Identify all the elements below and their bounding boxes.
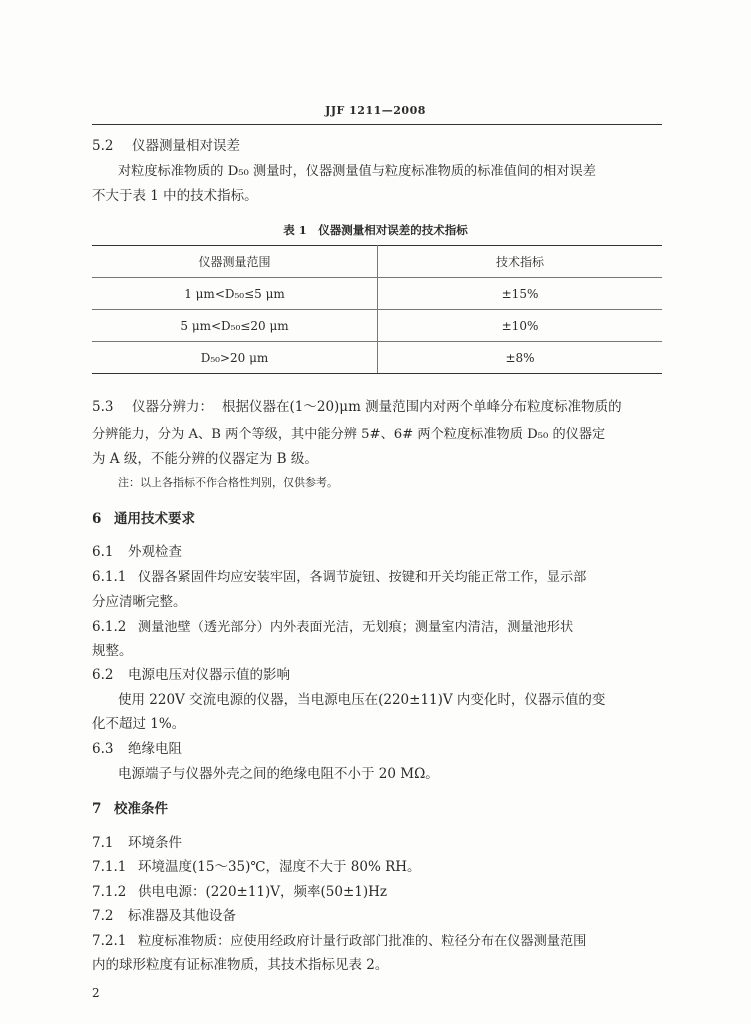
running-header: JJF 1211—2008 bbox=[325, 104, 426, 117]
section-6-1-title: 外观检查 bbox=[128, 544, 182, 560]
chapter-7-title: 校准条件 bbox=[114, 801, 168, 817]
table-1-caption: 表 1 仪器测量相对误差的技术指标 bbox=[283, 223, 468, 237]
section-7-2-1-number: 7.2.1 bbox=[92, 933, 127, 949]
table-cell-spec: ±8% bbox=[378, 342, 663, 374]
chapter-6-number: 6 bbox=[92, 511, 102, 527]
section-6-2-line1: 使用 220V 交流电源的仪器，当电源电压在(220±11)V 内变化时，仪器示值的变 bbox=[118, 692, 606, 708]
section-6-1-1-line2: 分应清晰完整。 bbox=[92, 594, 187, 610]
section-5-3-number: 5.3 bbox=[92, 399, 114, 415]
section-7-1-1-line1: 环境温度(15～35)℃，湿度不大于 80% RH。 bbox=[138, 859, 421, 875]
section-6-1-2-number: 6.1.2 bbox=[92, 619, 127, 635]
section-6-2-line2: 化不超过 1%。 bbox=[92, 716, 186, 732]
section-6-2-number: 6.2 bbox=[92, 667, 114, 683]
section-7-1-title: 环境条件 bbox=[128, 835, 182, 851]
header-rule bbox=[92, 124, 662, 125]
table-1 bbox=[92, 245, 662, 374]
page-number: 2 bbox=[92, 986, 100, 1000]
section-7-2-title: 标准器及其他设备 bbox=[128, 908, 236, 924]
section-6-2-title: 电源电压对仪器示值的影响 bbox=[128, 667, 290, 683]
section-6-1-number: 6.1 bbox=[92, 544, 114, 560]
section-5-3-line3: 为 A 级，不能分辨的仪器定为 B 级。 bbox=[92, 451, 318, 467]
section-5-2-number: 5.2 bbox=[92, 138, 114, 154]
table-row bbox=[92, 310, 662, 342]
section-6-3-title: 绝缘电阻 bbox=[128, 741, 182, 757]
section-6-1-1-number: 6.1.1 bbox=[92, 569, 127, 585]
section-5-2-line2: 不大于表 1 中的技术指标。 bbox=[92, 188, 258, 204]
section-7-1-1-number: 7.1.1 bbox=[92, 859, 127, 875]
table-row bbox=[92, 342, 662, 374]
section-6-1-2-line1: 测量池壁（透光部分）内外表面光洁，无划痕；测量室内清洁，测量池形状 bbox=[138, 620, 574, 635]
section-5-3-note: 注：以上各指标不作合格性判别，仅供参考。 bbox=[118, 476, 338, 489]
column-header-range: 仪器测量范围 bbox=[92, 246, 378, 278]
section-6-3-number: 6.3 bbox=[92, 741, 114, 757]
section-7-1-2-number: 7.1.2 bbox=[92, 884, 127, 900]
chapter-7-number: 7 bbox=[92, 801, 102, 817]
table-cell-spec: ±10% bbox=[378, 310, 663, 342]
table-cell-range: D₅₀>20 μm bbox=[92, 342, 378, 374]
section-7-1-2-line1: 供电电源：(220±11)V，频率(50±1)Hz bbox=[138, 884, 388, 900]
section-6-1-1-line1: 仪器各紧固件均应安装牢固，各调节旋钮、按键和开关均能正常工作，显示部 bbox=[138, 570, 587, 585]
section-5-3-line1: 根据仪器在(1～20)μm 测量范围内对两个单峰分布粒度标准物质的 bbox=[222, 399, 622, 415]
section-6-1-2-line2: 规整。 bbox=[92, 643, 133, 659]
table-cell-range: 5 μm<D₅₀≤20 μm bbox=[92, 310, 378, 342]
section-7-2-number: 7.2 bbox=[92, 908, 114, 924]
table-cell-range: 1 μm<D₅₀≤5 μm bbox=[92, 278, 378, 310]
table-header-row bbox=[92, 246, 662, 278]
section-5-2-line1: 对粒度标准物质的 D₅₀ 测量时，仪器测量值与粒度标准物质的标准值间的相对误差 bbox=[118, 164, 596, 179]
table-row bbox=[92, 278, 662, 310]
section-5-3-line2: 分辨能力，分为 A、B 两个等级，其中能分辨 5#、6# 两个粒度标准物质 D₅₀ 的仪器定 bbox=[92, 427, 606, 442]
section-7-2-1-line1: 粒度标准物质：应使用经政府计量行政部门批准的、粒径分布在仪器测量范围 bbox=[138, 934, 587, 949]
table-cell-spec: ±15% bbox=[378, 278, 663, 310]
section-5-3-title: 仪器分辨力： bbox=[132, 399, 213, 415]
section-6-3-line1: 电源端子与仪器外壳之间的绝缘电阻不小于 20 MΩ。 bbox=[118, 766, 439, 782]
chapter-6-title: 通用技术要求 bbox=[114, 511, 195, 527]
section-5-2-title: 仪器测量相对误差 bbox=[132, 138, 240, 154]
section-7-1-number: 7.1 bbox=[92, 835, 114, 851]
section-7-2-1-line2: 内的球形粒度有证标准物质，其技术指标见表 2。 bbox=[92, 957, 389, 973]
column-header-spec: 技术指标 bbox=[378, 246, 663, 278]
